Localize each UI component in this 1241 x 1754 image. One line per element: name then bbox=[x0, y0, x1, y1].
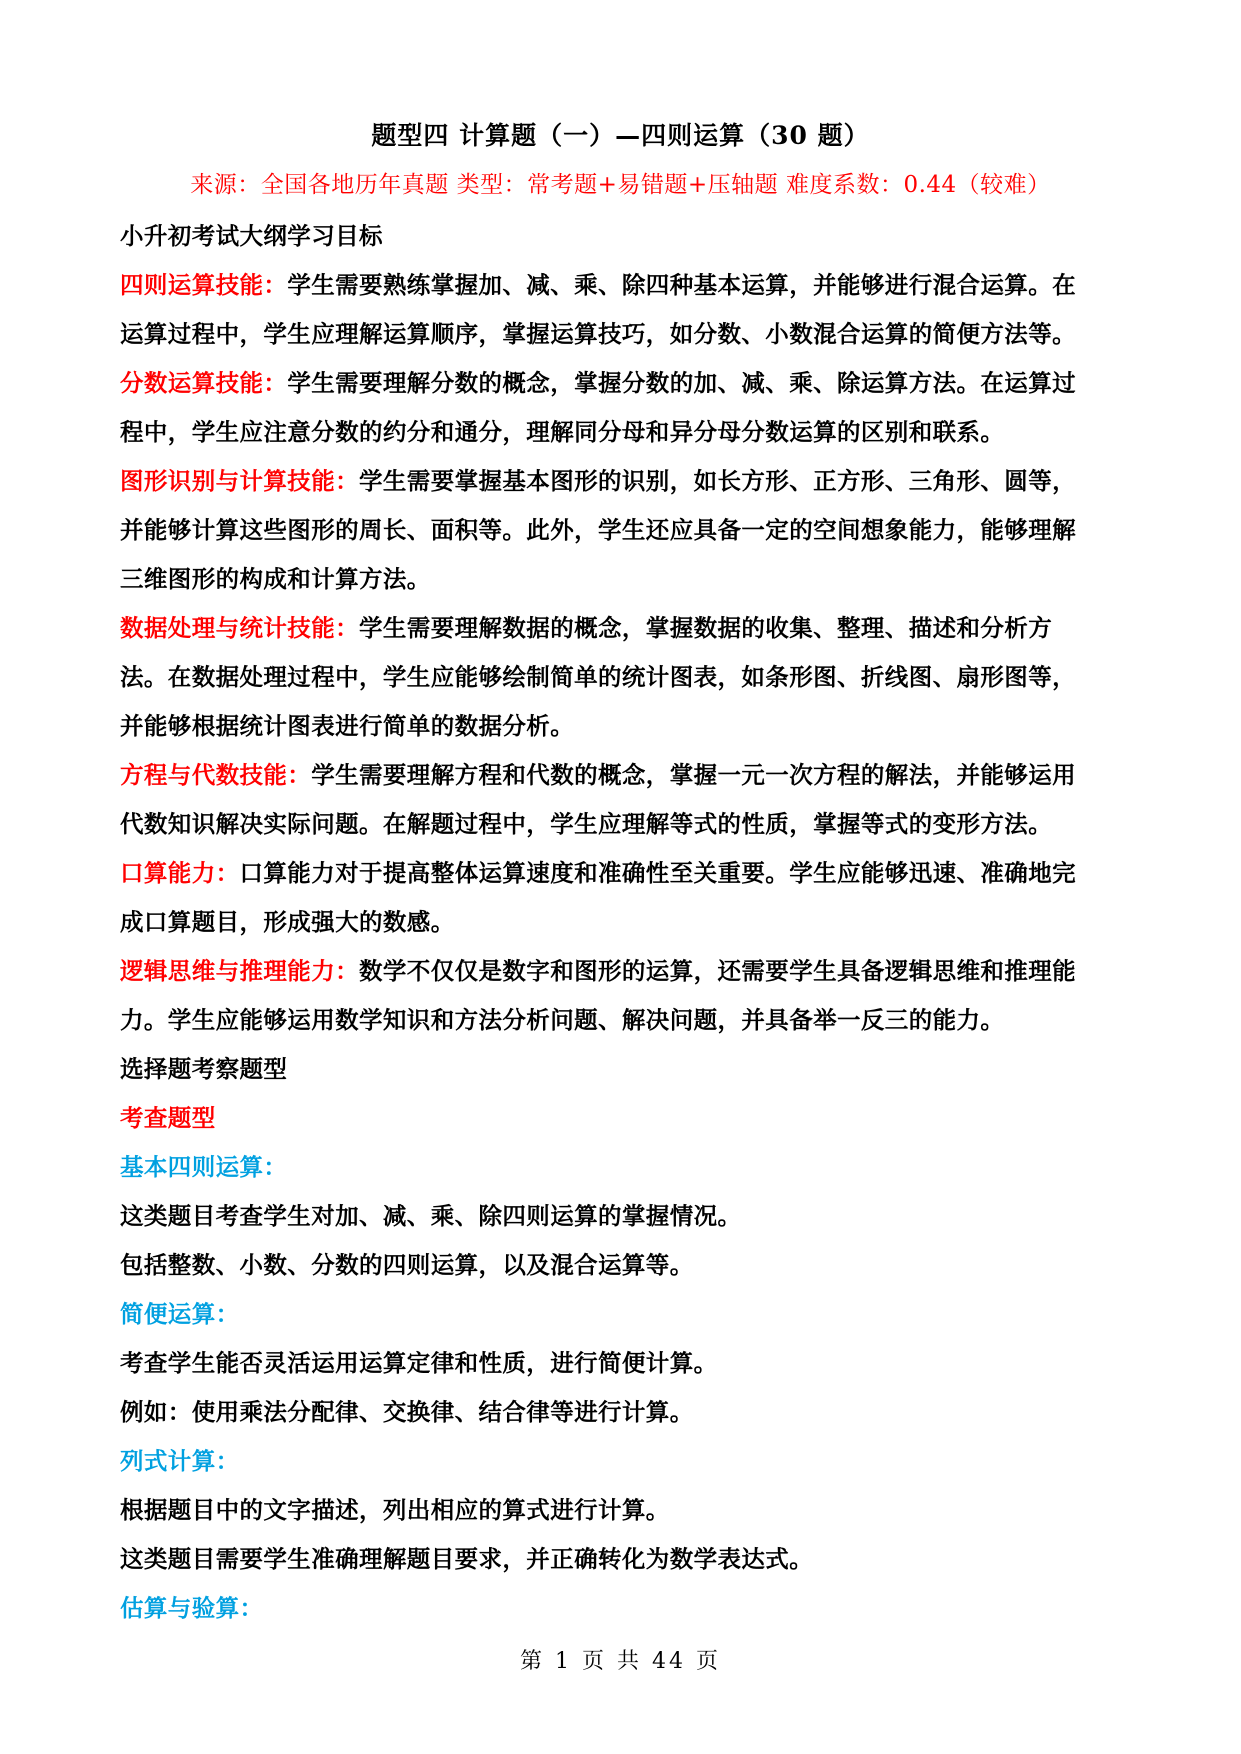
skill-text: 学生需要理解数据的概念，掌握数据的收集、整理、描述和分析方 bbox=[359, 614, 1053, 642]
page-footer: 第 1 页 共 44 页 bbox=[520, 1649, 721, 1674]
skill-block bbox=[120, 751, 1130, 849]
outline-heading: 小升初考试大纲学习目标 bbox=[120, 222, 383, 250]
category-block bbox=[120, 1584, 1130, 1633]
skill-block bbox=[120, 261, 1130, 359]
category-text: 这类题目考查学生对加、减、乘、除四则运算的掌握情况。 bbox=[120, 1202, 742, 1230]
skill-text: 力。学生应能够运用数学知识和方法分析问题、解决问题，并具备举一反三的能力。 bbox=[120, 1006, 1005, 1034]
choice-heading: 选择题考察题型 bbox=[120, 1055, 288, 1083]
category-block bbox=[120, 1143, 1130, 1290]
skill-text: 三维图形的构成和计算方法。 bbox=[120, 565, 431, 593]
skill-text: 口算能力对于提高整体运算速度和准确性至关重要。学生应能够迅速、准确地完 bbox=[239, 859, 1076, 887]
skill-label: 分数运算技能： bbox=[120, 369, 288, 397]
category-label: 基本四则运算： bbox=[120, 1153, 288, 1181]
source-line: 来源：全国各地历年真题 类型：常考题+易错题+压轴题 难度系数：0.44（较难） bbox=[190, 172, 1051, 198]
skill-text: 运算过程中，学生应理解运算顺序，掌握运算技巧，如分数、小数混合运算的简便方法等。 bbox=[120, 320, 1076, 348]
category-text: 这类题目需要学生准确理解题目要求，并正确转化为数学表达式。 bbox=[120, 1545, 814, 1573]
skill-block bbox=[120, 947, 1130, 1045]
skill-text: 数学不仅仅是数字和图形的运算，还需要学生具备逻辑思维和推理能 bbox=[359, 957, 1076, 985]
skill-text: 法。在数据处理过程中，学生应能够绘制简单的统计图表，如条形图、折线图、扇形图等， bbox=[120, 663, 1076, 691]
category-label: 列式计算： bbox=[120, 1447, 240, 1475]
skill-text: 学生需要熟练掌握加、减、乘、除四种基本运算，并能够进行混合运算。在 bbox=[287, 271, 1077, 299]
skill-text: 成口算题目，形成强大的数感。 bbox=[120, 908, 455, 936]
skill-text: 并能够计算这些图形的周长、面积等。此外，学生还应具备一定的空间想象能力，能够理解 bbox=[120, 516, 1076, 544]
skill-block bbox=[120, 457, 1130, 604]
category-text: 考查学生能否灵活运用运算定律和性质，进行简便计算。 bbox=[120, 1349, 718, 1377]
skill-text: 程中，学生应注意分数的约分和通分，理解同分母和异分母分数运算的区别和联系。 bbox=[120, 418, 1005, 446]
skill-block bbox=[120, 359, 1130, 457]
skill-label: 四则运算技能： bbox=[120, 271, 288, 299]
skill-text: 学生需要理解分数的概念，掌握分数的加、减、乘、除运算方法。在运算过 bbox=[287, 369, 1077, 397]
category-block bbox=[120, 1290, 1130, 1437]
skill-label: 方程与代数技能： bbox=[120, 761, 312, 789]
skill-text: 学生需要理解方程和代数的概念，掌握一元一次方程的解法，并能够运用 bbox=[311, 761, 1077, 789]
category-text: 包括整数、小数、分数的四则运算，以及混合运算等。 bbox=[120, 1251, 694, 1279]
skill-block bbox=[120, 604, 1130, 751]
page-title: 题型四 计算题（一）—四则运算（30 题） bbox=[371, 121, 870, 150]
category-label: 简便运算： bbox=[120, 1300, 240, 1328]
category-text: 例如：使用乘法分配律、交换律、结合律等进行计算。 bbox=[120, 1398, 694, 1426]
skill-text: 学生需要掌握基本图形的识别，如长方形、正方形、三角形、圆等， bbox=[359, 467, 1076, 495]
skill-label: 逻辑思维与推理能力： bbox=[120, 957, 359, 985]
exam-heading: 考查题型 bbox=[120, 1104, 216, 1132]
category-text: 根据题目中的文字描述，列出相应的算式进行计算。 bbox=[120, 1496, 670, 1524]
skill-text: 代数知识解决实际问题。在解题过程中，学生应理解等式的性质，掌握等式的变形方法。 bbox=[120, 810, 1053, 838]
category-block bbox=[120, 1437, 1130, 1584]
skill-label: 数据处理与统计技能： bbox=[120, 614, 359, 642]
skill-label: 图形识别与计算技能： bbox=[120, 467, 359, 495]
skill-text: 并能够根据统计图表进行简单的数据分析。 bbox=[120, 712, 575, 740]
content-body bbox=[120, 212, 1130, 1633]
skill-block bbox=[120, 849, 1130, 947]
skill-label: 口算能力： bbox=[120, 859, 240, 887]
category-label: 估算与验算： bbox=[120, 1594, 264, 1622]
